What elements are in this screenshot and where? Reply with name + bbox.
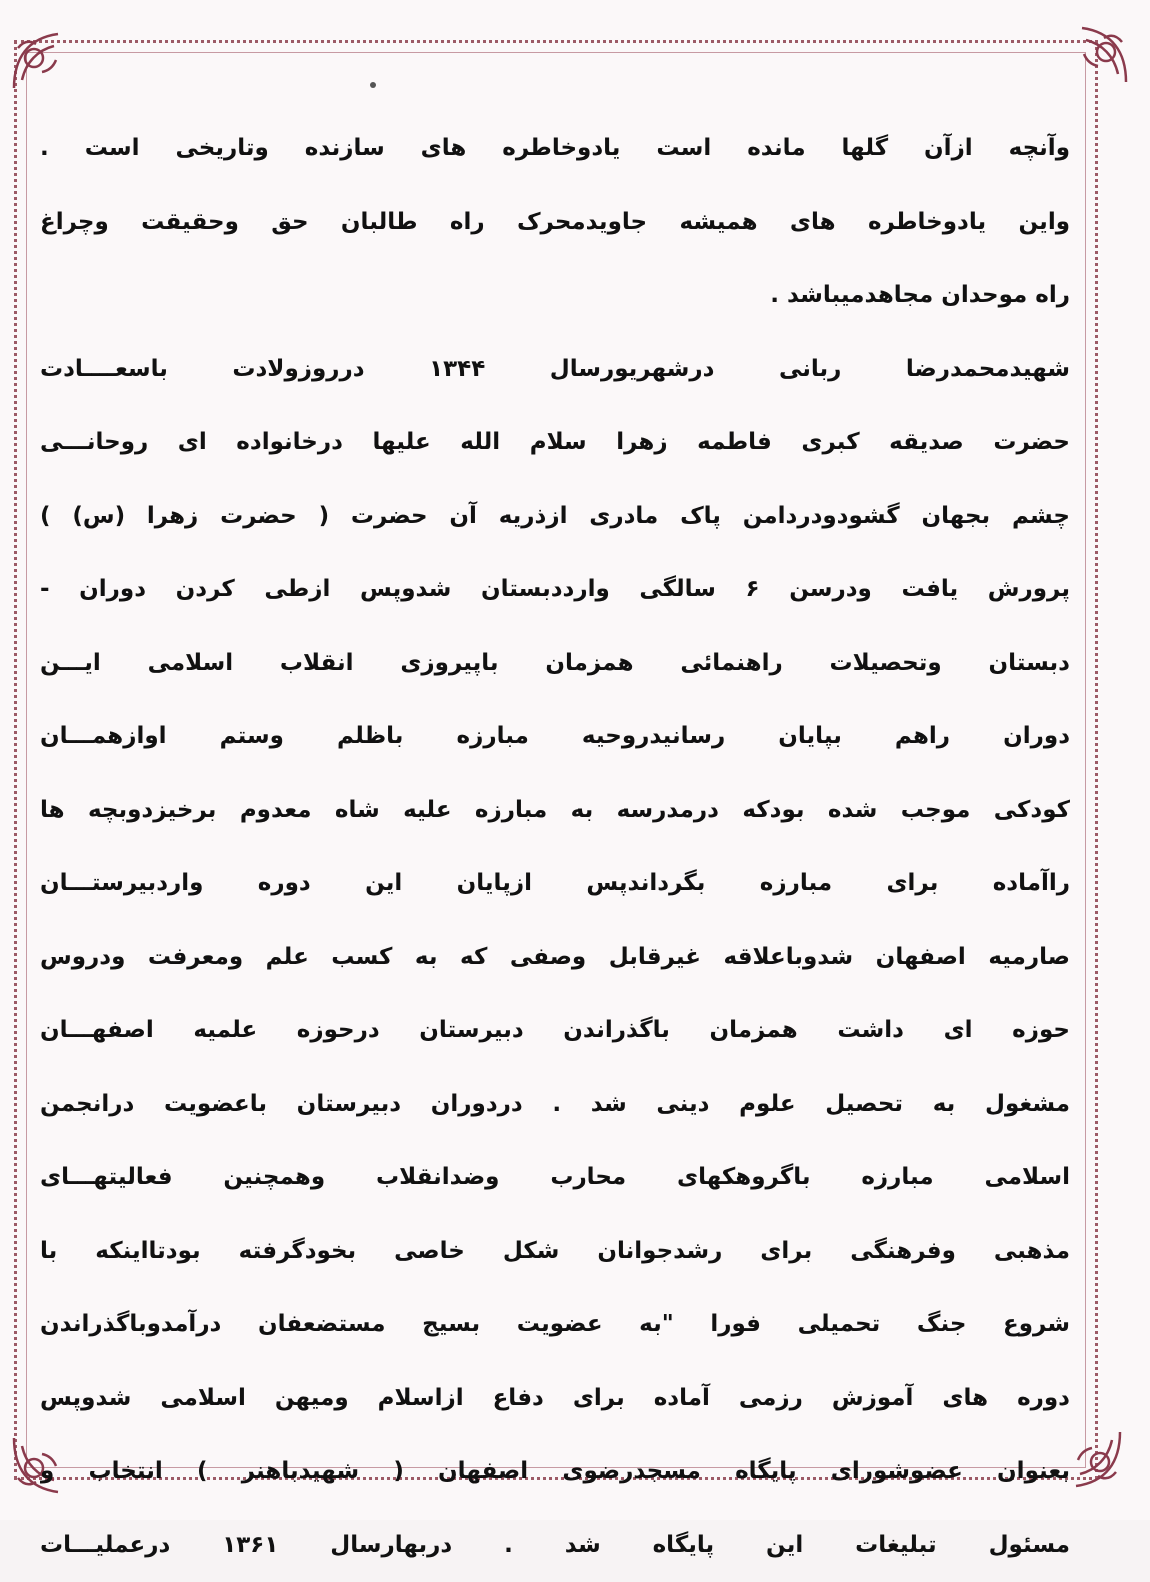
corner-ornament-icon [8, 28, 78, 98]
text-line: بعنوان عضوشورای پایگاه مسجدرضوی اصفهان ( شهیدباهنر ) انتخاب و [40, 1435, 1070, 1509]
text-line: صارمیه اصفهان شدوباعلاقه غیرقابل وصفی که به کسب علم ومعرفت ودروس [40, 921, 1070, 995]
text-line: راآماده برای مبارزه بگرداندپس ازپایان این دوره واردبیرستـــان [40, 847, 1070, 921]
text-line: حضرت صدیقه کبری فاطمه زهرا سلام الله علیها درخانواده ای روحانـــی [40, 406, 1070, 480]
text-line: دوره های آموزش رزمی آماده برای دفاع ازاسلام ومیهن اسلامی شدوپس [40, 1362, 1070, 1436]
text-line: دوران راهم بپایان رسانیدروحیه مبارزه باظلم وستم اوازهمـــان [40, 700, 1070, 774]
body-text [40, 112, 1070, 1582]
text-line: وآنچه ازآن گلها مانده است یادوخاطره های سازنده وتاریخی است . [40, 112, 1070, 186]
corner-ornament-icon [1062, 22, 1132, 92]
text-line: مسئول تبلیغات این پایگاه شد . دربهارسال ۱۳۶۱ درعملیـــات [40, 1509, 1070, 1582]
text-line: شروع جنگ تحمیلی فورا "به عضویت بسیج مستضعفان درآمدوباگذراندن [40, 1288, 1070, 1362]
text-line: راه موحدان مجاهدمیباشد . [40, 259, 1070, 333]
ink-speck [370, 82, 376, 88]
text-line: حوزه ای داشت همزمان باگذراندن دبیرستان درحوزه علمیه اصفهـــان [40, 994, 1070, 1068]
text-line: شهیدمحمدرضا ربانی درشهریورسال ۱۳۴۴ درروزولادت باسعــــادت [40, 333, 1070, 407]
text-line: دبستان وتحصیلات راهنمائی همزمان باپیروزی انقلاب اسلامی ایـــن [40, 627, 1070, 701]
text-line: اسلامی مبارزه باگروهکهای محارب وضدانقلاب وهمچنین فعالیتهـــای [40, 1141, 1070, 1215]
text-line: کودکی موجب شده بودکه درمدرسه به مبارزه علیه شاه معدوم برخیزدوبچه ها [40, 774, 1070, 848]
text-line: پرورش یافت ودرسن ۶ سالگی وارددبستان شدوپس ازطی کردن دوران - [40, 553, 1070, 627]
text-line: مشغول به تحصیل علوم دینی شد . دردوران دبیرستان باعضویت درانجمن [40, 1068, 1070, 1142]
text-line: چشم بجهان گشودودردامن پاک مادری ازذریه آن حضرت ( حضرت زهرا (س) ) [40, 480, 1070, 554]
text-line: واین یادوخاطره های همیشه جاویدمحرک راه طالبان حق وحقیقت وچراغ [40, 186, 1070, 260]
text-line: مذهبی وفرهنگی برای رشدجوانان شکل خاصی بخودگرفته بودتااینکه با [40, 1215, 1070, 1289]
